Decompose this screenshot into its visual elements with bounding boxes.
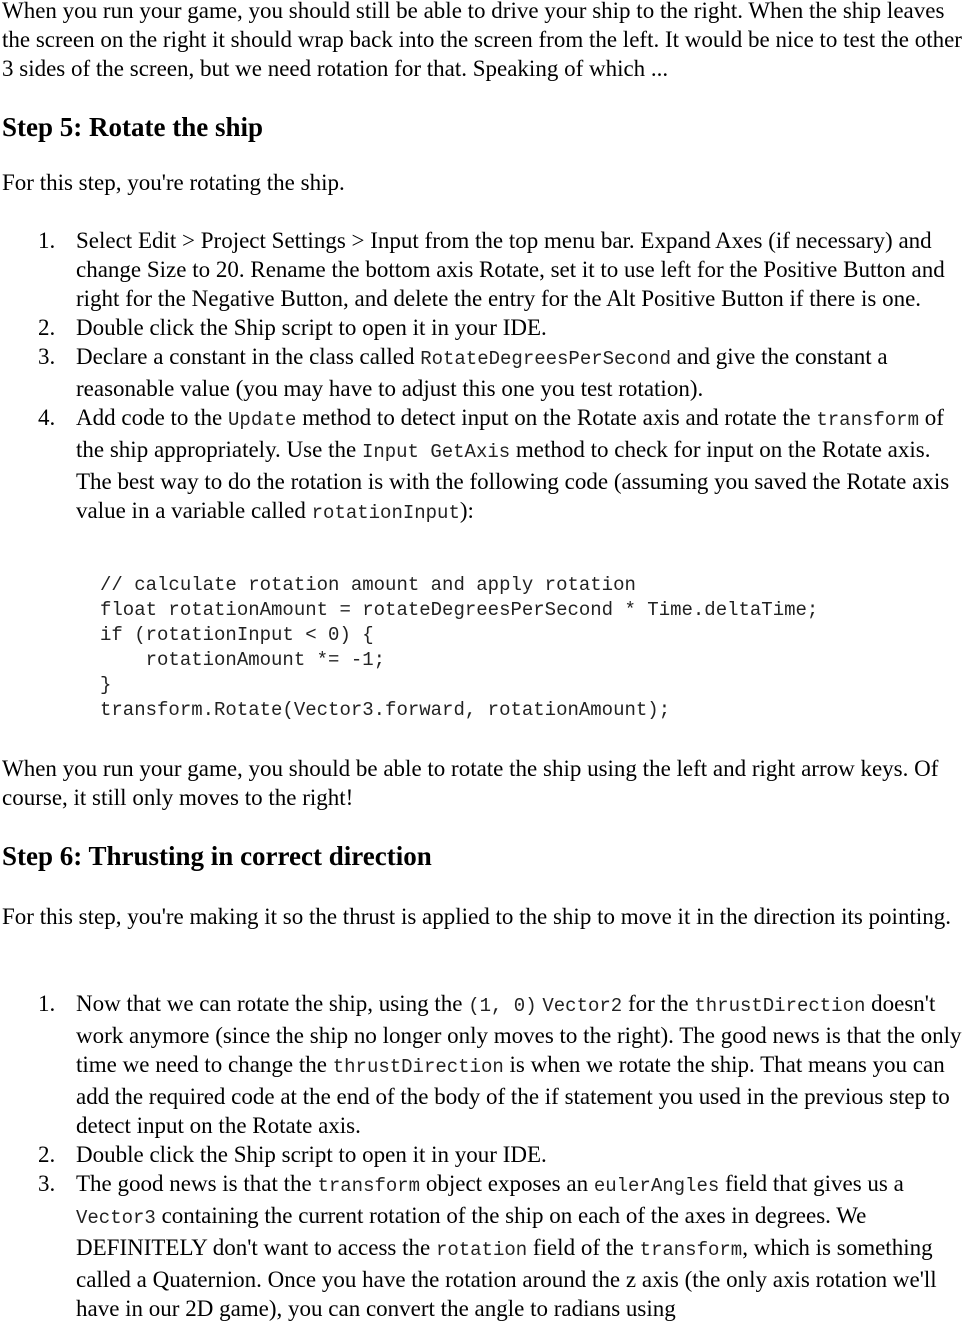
text-run: Now that we can rotate the ship, using the	[76, 991, 469, 1016]
text-run: and give the constant a reasonable value (you may have to adjust this one you test rotation).	[76, 344, 888, 401]
text-run: for the	[622, 991, 695, 1016]
text-run: doesn't work anymore (since the ship no longer only moves to the right). The good news is that the only time we need to change the	[76, 991, 962, 1077]
inline-code: thrustDirection	[332, 1056, 504, 1078]
list-item	[2, 342, 964, 403]
list-item	[2, 1140, 964, 1169]
code-line: rotationAmount *= -1;	[100, 649, 386, 671]
text-run: is when we rotate the ship. That means you can add the required code at the end of the body of the if statement you used in the previous step to detect input on the Rotate axis.	[76, 1052, 950, 1138]
inline-code: thrustDirection	[694, 995, 866, 1017]
paragraph	[2, 0, 964, 83]
inline-code: transform	[816, 409, 919, 431]
list-item	[2, 403, 964, 528]
text-run: containing the current rotation of the ship on each of the axes in degrees. We DEFINITELY don't want to access the	[76, 1203, 867, 1260]
text-run: method to check for input on the Rotate axis. The best way to do the rotation is with the following code (assuming you saved the Rotate axis value in a variable called	[76, 437, 950, 523]
inline-code: Vector2	[542, 995, 623, 1017]
code-line: }	[100, 674, 112, 696]
list-number: 4.	[38, 405, 56, 430]
inline-code: Vector3	[76, 1207, 156, 1229]
text-run: Add code to the	[76, 405, 229, 430]
list-number: 2.	[38, 1142, 56, 1167]
numbered-list	[2, 226, 964, 528]
text-run: ):	[459, 498, 474, 523]
code-line: // calculate rotation amount and apply rotation	[100, 574, 636, 596]
text-run: object exposes an	[420, 1171, 594, 1196]
numbered-list	[2, 989, 964, 1323]
list-number: 3.	[38, 1171, 56, 1196]
text-run: , which is something called a Quaternion. Once you have the rotation around the z axis (the only axis rotation we'll have in our 2D game), you can convert the angle to radians using	[76, 1235, 937, 1321]
text-run: method to detect input on the Rotate axis and rotate the	[296, 405, 817, 430]
paragraph	[2, 902, 964, 931]
list-item	[2, 1169, 964, 1323]
list-item	[2, 313, 964, 342]
text-run: Declare a constant in the class called	[76, 344, 421, 369]
list-item	[2, 226, 964, 313]
list-item	[2, 989, 964, 1140]
text-run: Select Edit > Project Settings > Input from the top menu bar. Expand Axes (if necessary) and change Size to 20. Rename the bottom axis Rotate, set it to use left for the Positive Button and right for the Negative Button, and delete the entry for the Alt Positive Button if there is one.	[76, 228, 945, 311]
inline-code: eulerAngles	[593, 1175, 720, 1197]
list-number: 1.	[38, 228, 56, 253]
list-number: 3.	[38, 344, 56, 369]
text-run: When you run your game, you should still be able to drive your ship to the right. When the ship leaves the screen on the right it should wrap back into the screen from the left. It would be nice to test the other 3 sides of the screen, but we need rotation for that. Speaking of which ...	[2, 0, 962, 81]
list-number: 1.	[38, 991, 56, 1016]
inline-code: transform	[639, 1239, 743, 1261]
paragraph	[2, 754, 964, 812]
inline-code: RotateDegreesPerSecond	[420, 348, 672, 370]
text-run: The good news is that the	[76, 1171, 318, 1196]
text-run: For this step, you're making it so the thrust is applied to the ship to move it in the direction its pointing.	[2, 904, 951, 929]
section-heading: Step 5: Rotate the ship	[2, 112, 263, 142]
code-line: transform.Rotate(Vector3.forward, rotationAmount);	[100, 699, 671, 721]
inline-code: Input GetAxis	[361, 441, 511, 463]
text-run: field that gives us a	[719, 1171, 904, 1196]
inline-code: (1, 0)	[468, 995, 537, 1017]
code-line: float rotationAmount = rotateDegreesPerSecond * Time.deltaTime;	[100, 599, 819, 621]
paragraph	[2, 168, 964, 197]
text-run: Double click the Ship script to open it in your IDE.	[76, 1142, 547, 1167]
code-block	[100, 573, 966, 723]
code-line: if (rotationInput < 0) {	[100, 624, 374, 646]
text-run: When you run your game, you should be able to rotate the ship using the left and right arrow keys. Of course, it still only moves to the right!	[2, 756, 939, 810]
inline-code: Update	[228, 409, 297, 431]
text-run: Double click the Ship script to open it in your IDE.	[76, 315, 547, 340]
text-run: field of the	[527, 1235, 640, 1260]
text-run: For this step, you're rotating the ship.	[2, 170, 345, 195]
section-heading: Step 6: Thrusting in correct direction	[2, 841, 432, 871]
text-run: of the ship appropriately. Use the	[76, 405, 944, 462]
inline-code: transform	[317, 1175, 421, 1197]
inline-code: rotationInput	[311, 502, 460, 524]
list-number: 2.	[38, 315, 56, 340]
inline-code: rotation	[435, 1239, 528, 1261]
